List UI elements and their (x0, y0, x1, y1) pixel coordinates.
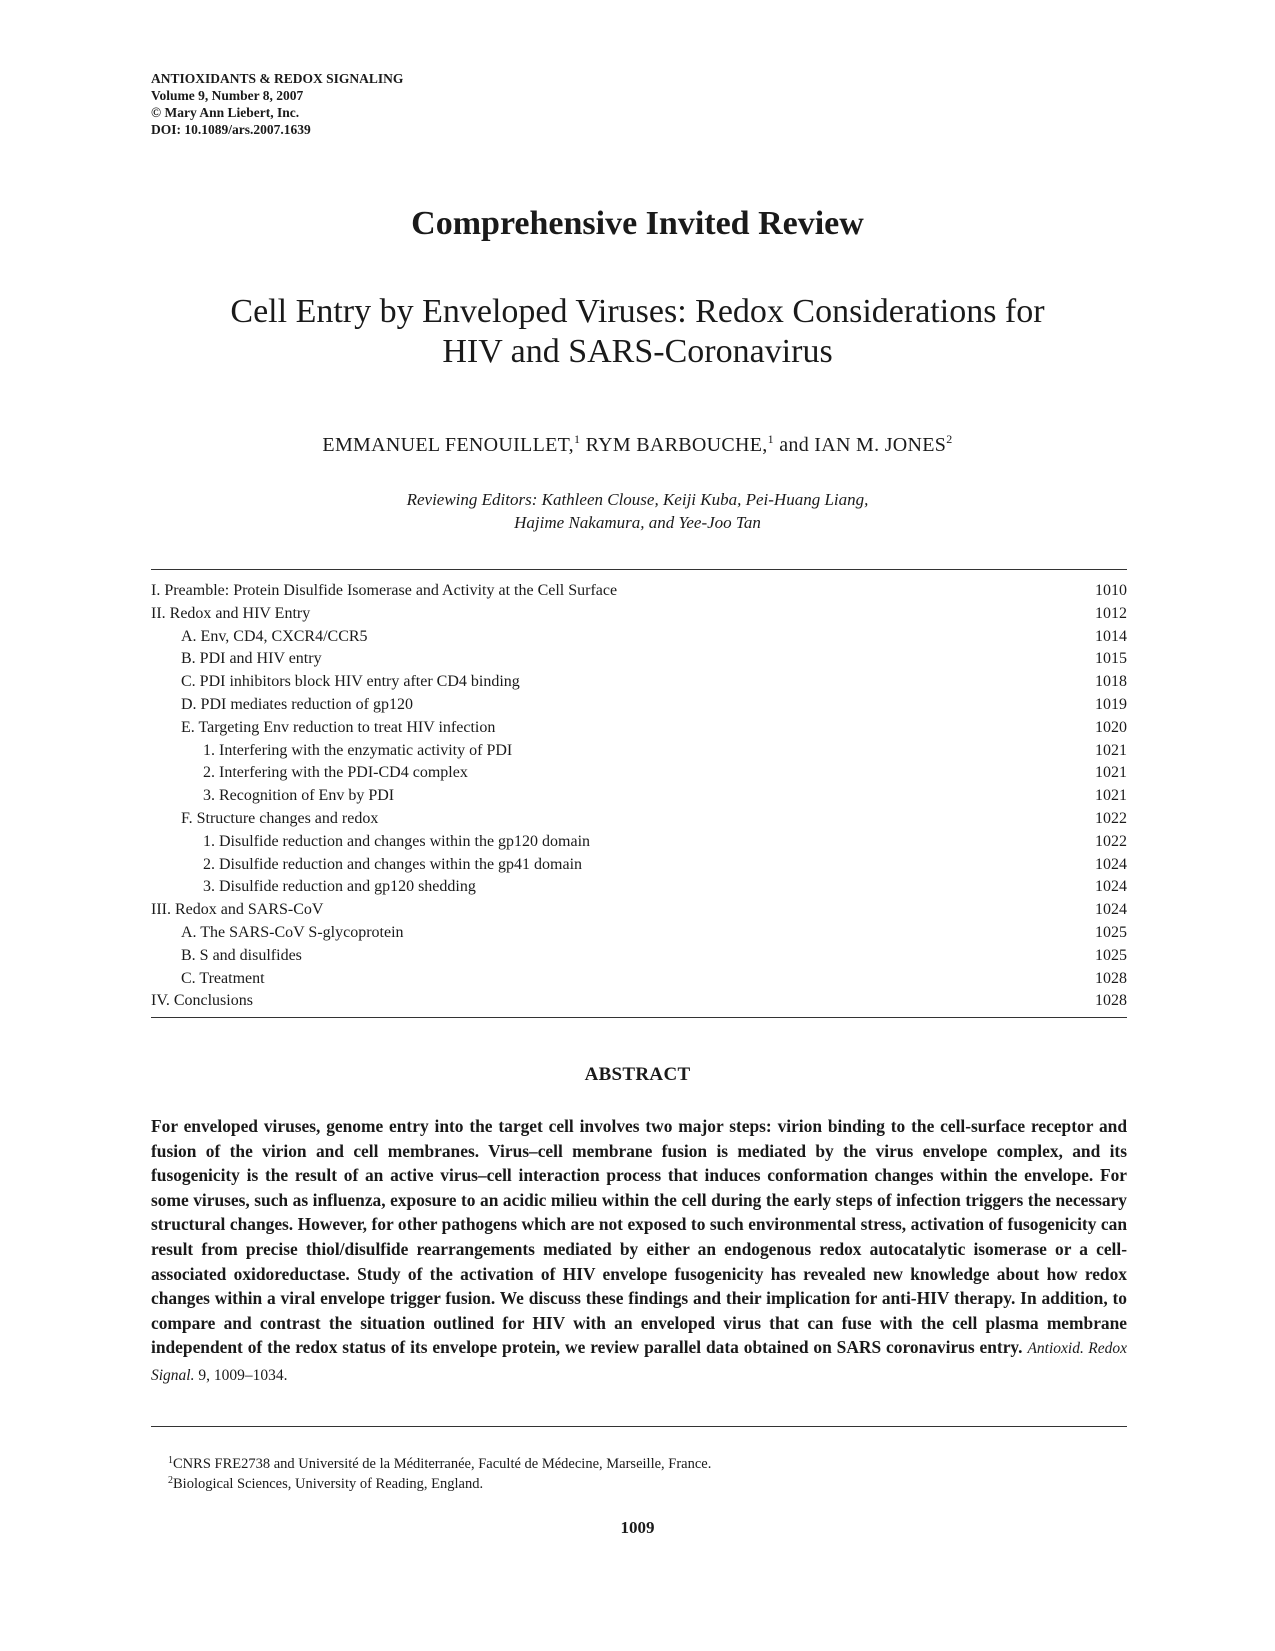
abstract-text: For enveloped viruses, genome entry into the target cell involves two major steps: virion binding to the cell-surface receptor and fusion of the virion and cell membranes. Virus–cell membrane fusion is mediated by the virus envelope complex, and its fusogenicity is the result of an active virus–cell interaction process that induces conformation changes within the envelope. For some viruses, such as influenza, exposure to an acidic milieu within the cell during the early steps of infection triggers the necessary structural changes. However, for other pathogens which are not exposed to such environmental stress, activation of fusogenicity can result from precise thiol/disulfide rearrangements mediated by either an endogenous redox autocatalytic isomerase or a cell-associated oxidoreductase. Study of the activation of HIV envelope fusogenicity has revealed new knowledge about how redox changes within a viral envelope trigger fusion. We discuss these findings and their implication for anti-HIV therapy. In addition, to compare and contrast the situation outlined for HIV with an enveloped virus that can fuse with the cell plasma membrane independent of the redox status of its envelope protein, we review parallel data obtained on SARS coronavirus entry. (151, 1116, 1127, 1358)
toc-entry (151, 808, 1127, 831)
toc-label: D. PDI mediates reduction of gp120 (181, 695, 413, 713)
author-name: EMMANUEL FENOUILLET, (322, 434, 574, 456)
journal-volume: Volume 9, Number 8, 2007 (151, 88, 304, 103)
toc-label: F. Structure changes and redox (181, 809, 379, 827)
toc-entry (151, 603, 1127, 626)
toc-label: A. The SARS-CoV S-glycoprotein (181, 923, 404, 941)
toc-label: B. S and disulfides (181, 946, 302, 964)
author-list (0, 434, 1275, 457)
toc-entry (151, 740, 1127, 763)
article-type-heading: Comprehensive Invited Review (411, 205, 864, 242)
toc-page: 1015 (1095, 650, 1127, 668)
toc-page: 1024 (1095, 855, 1127, 873)
toc-label: 2. Interfering with the PDI-CD4 complex (203, 764, 468, 782)
toc-page: 1010 (1095, 582, 1127, 599)
toc-entry (151, 968, 1127, 991)
toc-entry (151, 671, 1127, 694)
author-affiliation-mark: 1 (573, 432, 581, 446)
footnote-text: Biological Sciences, University of Reading, England. (173, 1475, 484, 1492)
abstract-heading: ABSTRACT (584, 1064, 691, 1085)
toc-label: III. Redox and SARS-CoV (151, 901, 324, 919)
editors-line-2: Hajime Nakamura, and Yee-Joo Tan (514, 513, 761, 532)
journal-name: ANTIOXIDANTS & REDOX SIGNALING (151, 71, 404, 86)
title-line-1: Cell Entry by Enveloped Viruses: Redox Considerations for (230, 293, 1045, 330)
author-affiliation-mark: 1 (767, 432, 774, 446)
toc-page: 1022 (1095, 832, 1127, 850)
toc-label: 3. Recognition of Env by PDI (203, 787, 395, 805)
footnote-mark: 2 (168, 1474, 173, 1486)
journal-copyright: © Mary Ann Liebert, Inc. (151, 105, 300, 120)
author-affiliation-mark: 2 (946, 432, 953, 446)
toc-entry (151, 990, 1127, 1013)
toc-entry (151, 831, 1127, 854)
toc-page: 1018 (1095, 673, 1127, 691)
toc-page: 1022 (1095, 809, 1127, 827)
toc-entry (151, 922, 1127, 945)
toc-page: 1021 (1095, 787, 1127, 805)
toc-page: 1025 (1095, 946, 1127, 964)
toc-label: 1. Interfering with the enzymatic activity of PDI (203, 741, 513, 759)
toc-entry (151, 945, 1127, 968)
toc-label: 1. Disulfide reduction and changes within the gp120 domain (203, 832, 591, 850)
toc-page: 1014 (1095, 627, 1127, 645)
article-title (0, 292, 1275, 372)
toc-page: 1024 (1095, 878, 1127, 896)
footnote-rule (151, 1426, 1127, 1427)
footnotes (168, 1455, 711, 1494)
toc-entry (151, 899, 1127, 922)
citation-journal: Antioxid. Redox Signal. (151, 1340, 1127, 1384)
toc-entry (151, 854, 1127, 877)
toc-label: C. Treatment (181, 969, 265, 987)
toc-entry (151, 876, 1127, 899)
journal-header (151, 70, 403, 138)
toc-entry (151, 694, 1127, 717)
toc-label: I. Preamble: Protein Disulfide Isomerase and Activity at the Cell Surface (151, 582, 618, 599)
footnote (168, 1475, 711, 1495)
toc-label: E. Targeting Env reduction to treat HIV infection (181, 718, 496, 736)
toc-page: 1021 (1095, 764, 1127, 782)
footnote-text: CNRS FRE2738 and Université de la Méditerranée, Faculté de Médecine, Marseille, France. (173, 1456, 712, 1472)
toc-entry (151, 762, 1127, 785)
table-of-contents (151, 580, 1127, 1013)
toc-label: 2. Disulfide reduction and changes within the gp41 domain (203, 855, 583, 873)
toc-page: 1028 (1095, 992, 1127, 1010)
toc-label: II. Redox and HIV Entry (151, 604, 311, 622)
title-line-2: HIV and SARS-Coronavirus (442, 333, 833, 370)
abstract-body (151, 1114, 1127, 1389)
toc-page: 1025 (1095, 923, 1127, 941)
editors-line-1: Reviewing Editors: Kathleen Clouse, Keiji Kuba, Pei-Huang Liang, (406, 490, 869, 509)
author-name: RYM BARBOUCHE, (585, 434, 768, 456)
toc-entry (151, 717, 1127, 740)
footnote-mark: 1 (168, 1455, 173, 1466)
toc-label: C. PDI inhibitors block HIV entry after CD4 binding (181, 673, 520, 691)
page-number: 1009 (620, 1518, 655, 1537)
journal-doi: DOI: 10.1089/ars.2007.1639 (151, 122, 311, 137)
toc-page: 1019 (1095, 695, 1127, 713)
toc-page: 1028 (1095, 969, 1127, 987)
toc-page: 1012 (1095, 604, 1127, 622)
toc-top-rule (151, 569, 1127, 570)
toc-entry (151, 648, 1127, 671)
citation-ref: 9, 1009–1034. (198, 1366, 288, 1384)
toc-page: 1024 (1095, 901, 1127, 919)
toc-label: 3. Disulfide reduction and gp120 shedding (203, 878, 476, 896)
toc-entry (151, 580, 1127, 603)
toc-bottom-rule (151, 1017, 1127, 1018)
toc-entry (151, 785, 1127, 808)
toc-page: 1021 (1095, 741, 1127, 759)
toc-label: IV. Conclusions (151, 992, 253, 1010)
toc-entry (151, 626, 1127, 649)
author-name: and IAN M. JONES (779, 434, 947, 456)
reviewing-editors (0, 488, 1275, 534)
footnote (168, 1455, 711, 1475)
toc-page: 1020 (1095, 718, 1127, 736)
toc-label: A. Env, CD4, CXCR4/CCR5 (181, 627, 368, 645)
toc-label: B. PDI and HIV entry (181, 650, 322, 668)
